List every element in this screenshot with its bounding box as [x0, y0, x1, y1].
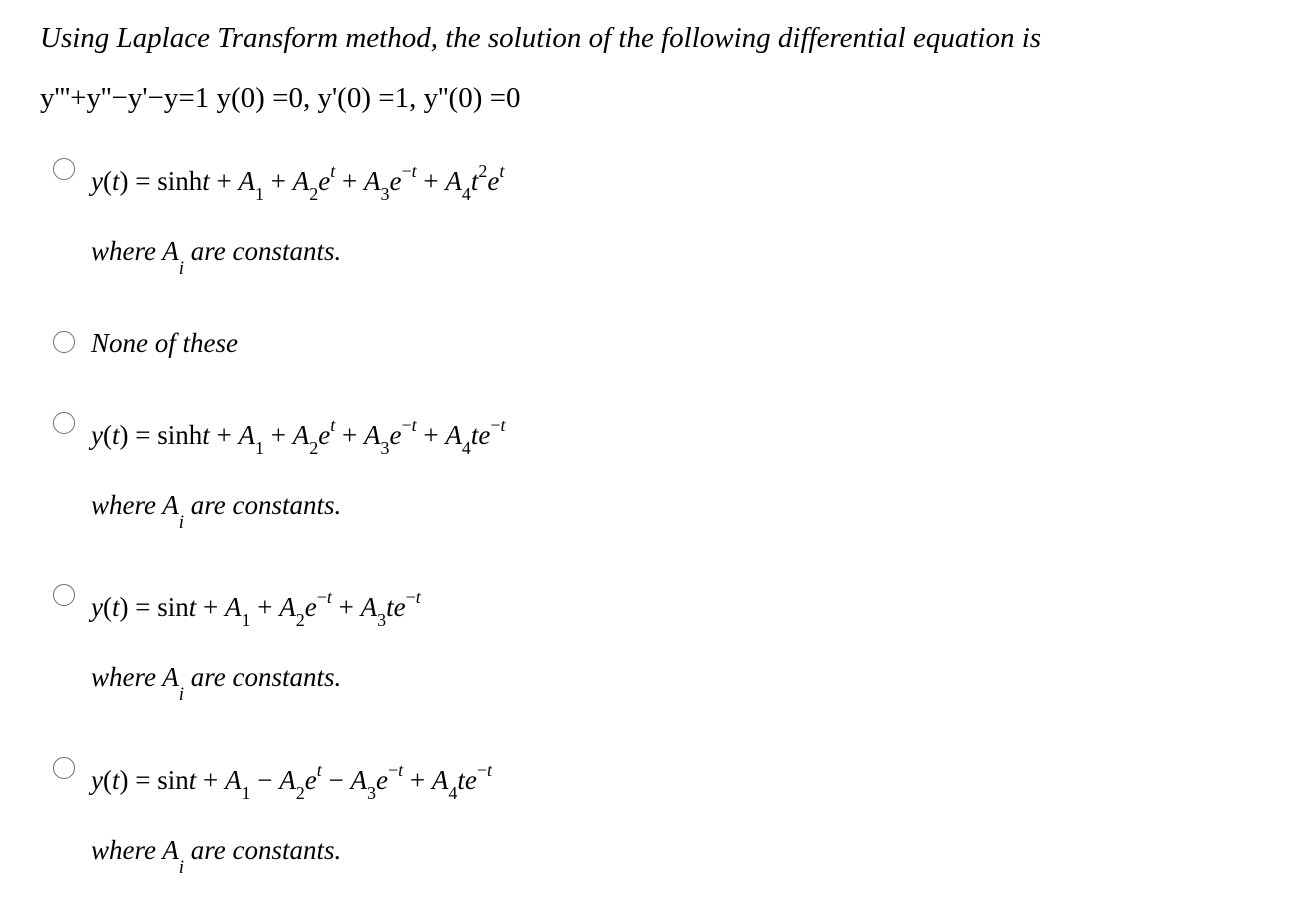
option-a-note: where $A_i$ are constants.	[91, 236, 342, 279]
option-e-formula: $y(t) = \sin t + A_1 - A_2e^t - A_3e^{-t} + A_4te^{-t}$	[91, 760, 493, 803]
radio-button-d[interactable]	[53, 584, 75, 606]
option-b-label: None of these	[91, 328, 238, 358]
radio-button-a[interactable]	[53, 158, 75, 180]
option-c-formula: $y(t) = \sinh t + A_1 + A_2e^t + A_3e^{-t} + A_4te^{-t}$	[91, 415, 506, 458]
radio-button-c[interactable]	[53, 412, 75, 434]
option-e-note: where $A_i$ are constants.	[91, 835, 342, 878]
option-a-formula: $y(t) = \sinh t + A_1 + A_2e^t + A_3e^{-t} + A_4t^2e^t$	[91, 161, 505, 204]
question-equation: y'''+y''−y'−y=1 y(0) =0, y'(0) =1, y''(0) =0	[40, 82, 521, 114]
option-d-note: where $A_i$ are constants.	[91, 662, 342, 705]
radio-button-e[interactable]	[53, 757, 75, 779]
question-prompt: Using Laplace Transform method, the solution of the following differential equation is	[40, 22, 1042, 54]
option-c-note: where $A_i$ are constants.	[91, 490, 342, 533]
option-d-formula: $y(t) = \sin t + A_1 + A_2e^{-t} + A_3te^{-t}$	[91, 587, 421, 630]
radio-button-b[interactable]	[53, 331, 75, 353]
